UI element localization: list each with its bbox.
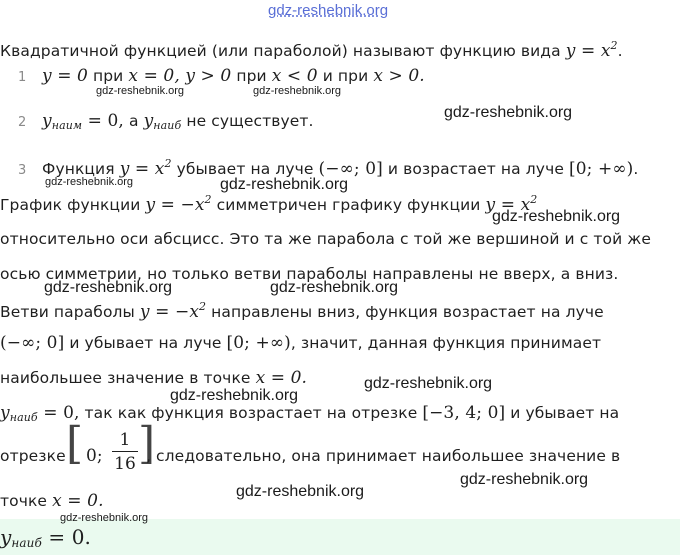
paragraph-line-4: Ветви параболы $y = -x^2$ направлены вниз, функция возрастает на луче [0,300,604,322]
watermark-label: gdz-reshebnik.org [444,104,573,121]
property-number: 1 [18,70,27,85]
bracket-right: ] [138,418,156,469]
watermark-label: gdz-reshebnik.org [364,375,493,392]
property-number: 2 [18,115,27,130]
fraction-denominator: 16 [114,454,136,474]
paragraph-line-1: График функции $y = -x^2$ симметричен графику функции $y = x^2$ [0,193,538,215]
watermark-label: gdz-reshebnik.org [236,483,365,500]
bracket-left: [ [66,418,84,469]
watermark-label: gdz-reshebnik.org [220,176,349,193]
math-y-eq-x2: $y = x^2$ [565,39,618,61]
definition-line: Квадратичной функцией (или параболой) называют функцию вида $y = x^2$. [0,39,623,61]
property-item-1: 1 y = 0 при x = 0, y > 0 при x < 0 и при x > 0. [18,66,425,86]
paragraph-line-9: точке x = 0. [0,491,104,511]
watermark-label: gdz-reshebnik.org [253,85,342,97]
watermark-label: gdz-reshebnik.org [44,279,173,296]
property-item-3: 3 Функция $y = x^2$ убывает на луче (−∞; 0] и возрастает на луче [0; +∞). [18,157,639,179]
paragraph-line-5: (−∞; 0] и убывает на луче [0; +∞), значит, данная функция принимает [0,333,602,353]
answer-box [0,519,680,555]
watermark-top-link[interactable]: gdz-reshebnik.org [268,2,389,19]
watermark-label: gdz-reshebnik.org [45,176,134,188]
watermark-label: gdz-reshebnik.org [60,512,149,524]
answer-line: $y_{наиб} = 0$. [0,525,91,550]
watermark-label: gdz-reshebnik.org [460,471,589,488]
paragraph-line-2: относительно оси абсцисс. Это та же парабола с той же вершиной и с той же [0,230,652,248]
property-number: 3 [18,163,27,178]
watermark-label: gdz-reshebnik.org [270,279,399,296]
definition-text: Квадратичной функцией (или параболой) называют функцию вида [0,42,561,60]
fraction-numerator: 1 [119,430,131,450]
paragraph-line-8: отрезке [ 0; 1 16 ] , следовательно, она принимает наибольшее значение в [0,418,621,474]
watermark-label: gdz-reshebnik.org [96,85,185,97]
watermark-label: gdz-reshebnik.org [170,387,299,404]
paragraph-line-3: осью симметрии, но только ветви параболы направлены не вверх, а вниз. [0,265,619,283]
property-item-2: 2 $y_{наим} = 0$, а $y_{наиб}$ не существует. [18,111,314,132]
watermark-label: gdz-reshebnik.org [492,208,621,225]
paragraph-line-6: наибольшее значение в точке x = 0. [0,368,308,388]
fraction-bar [112,451,138,452]
paragraph-line-7: $y_{наиб} = 0$, так как функция возрастает на отрезке [−3, 4; 0] и убывает на [0,403,620,424]
